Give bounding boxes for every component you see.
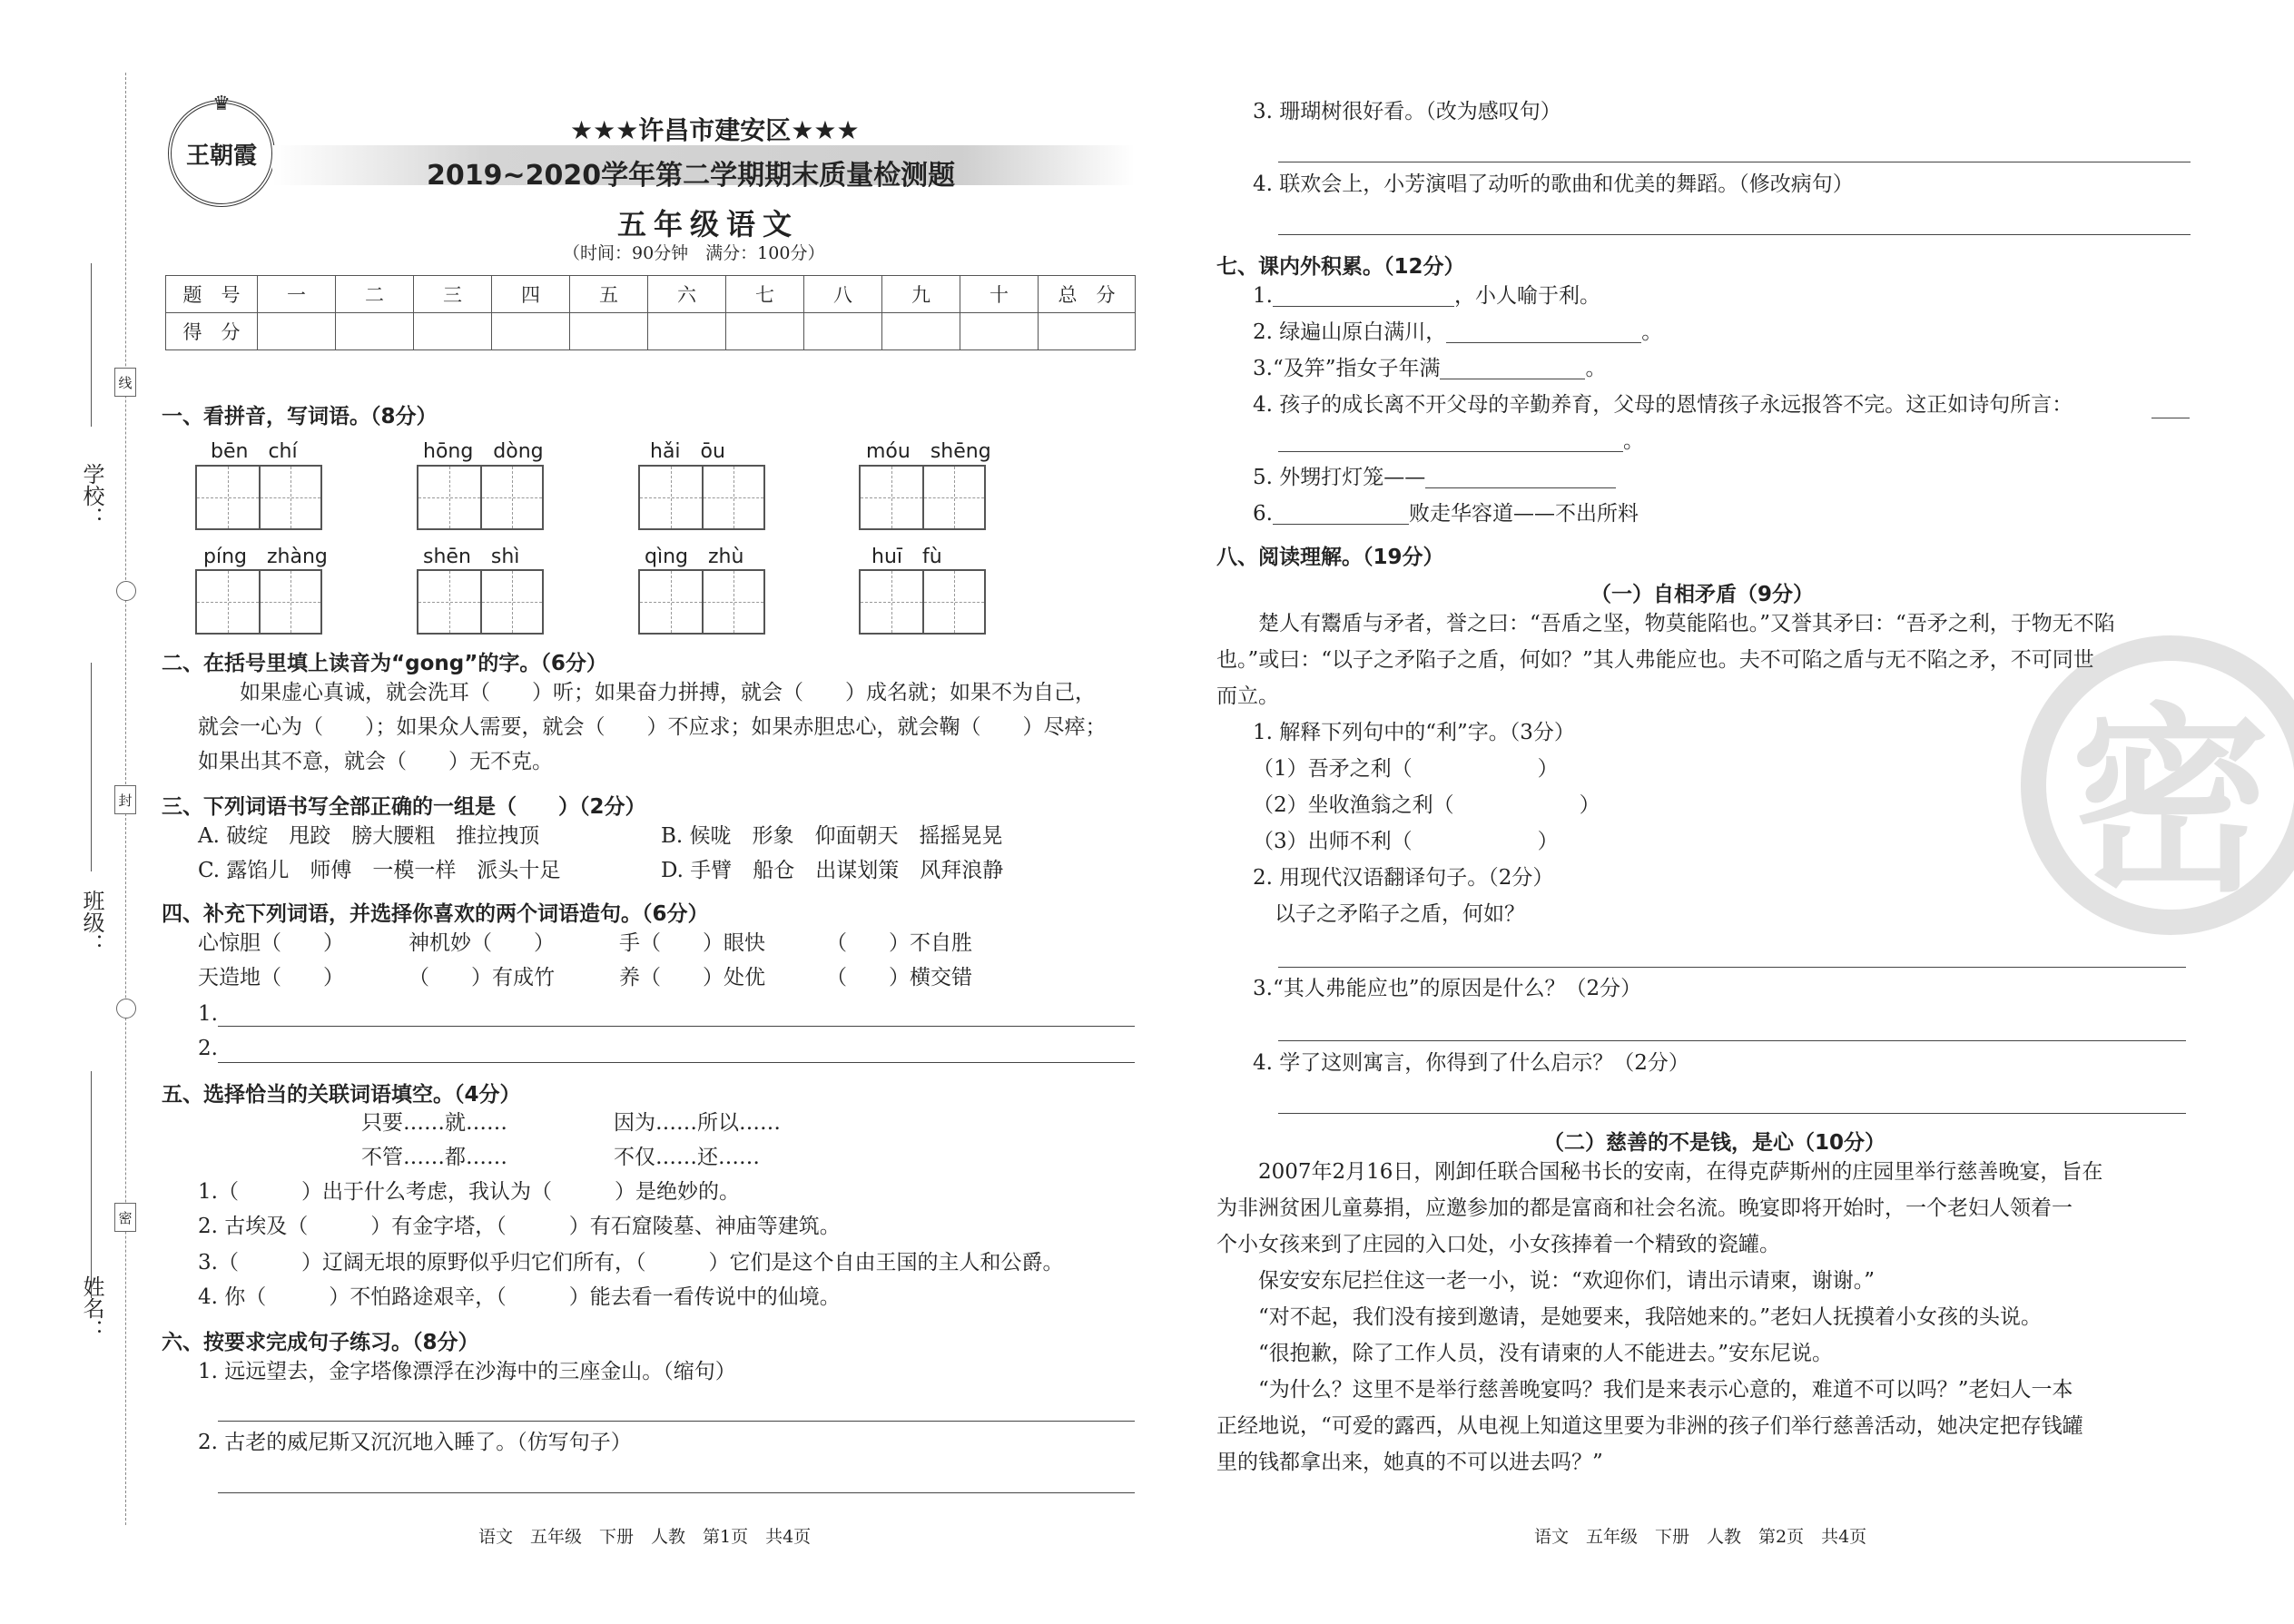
s7-blank[interactable] [1278,433,1623,452]
s7-q1 [1253,286,1600,307]
p1-question-1b: （2）坐收渔翁之利（ ） [1253,793,1600,817]
binding-mark-line: 线 [114,368,136,397]
s6-question-1: 1. 远远望去，金字塔像漂浮在沙海中的三座金山。（缩句） [198,1360,736,1383]
s7-q4-end: 。 [1623,429,1644,453]
s7-q1-text: ，小人喻于利。 [1453,284,1600,308]
s4-idiom: 心惊胆（ ） [198,931,344,955]
passage-2-line: “对不起，我们没有接到邀请，是她要来，我陪她来的。”老妇人抚摸着小女孩的头说。 [1216,1305,2043,1329]
s7-q5-text: 5. 外甥打灯笼—— [1253,466,1426,489]
s6-title: 六、按要求完成句子练习。（8分） [162,1331,479,1354]
passage-2-line: 个小女孩来到了庄园的入口处，小女孩捧着一个精致的瓷罐。 [1216,1233,1780,1256]
score-row-label: 题 号 [166,276,258,313]
s7-q3-end: 。 [1585,357,1607,380]
s5-option: 不仅……还…… [614,1146,760,1169]
subject-title: 五年级语文 [617,207,800,241]
s7-blank[interactable] [1446,324,1641,343]
s7-q3 [1253,359,1606,379]
class-field-line [91,663,92,871]
s5-title: 五、选择恰当的关联词语填空。（4分） [162,1083,521,1107]
score-cell[interactable] [570,313,648,350]
s7-title: 七、课内外积累。（12分） [1216,255,1465,279]
pinyin-label: hōng dòng [423,440,544,463]
score-col-header: 八 [804,276,882,313]
s1-title: 一、看拼音，写词语。（8分） [162,405,438,428]
s3-option-a[interactable]: A. 破绽 甩跤 膀大腰粗 推拉拽顶 [198,824,540,848]
p1-question-2-sentence: 以子之矛陷子之盾，何如？ [1275,902,1525,926]
name-field-line [91,1071,92,1298]
s4-idiom: 养（ ）处优 [619,966,765,989]
character-grid[interactable] [638,465,765,530]
score-table [165,275,1136,350]
character-grid[interactable] [859,569,986,635]
region-title: ★★★许昌市建安区★★★ [570,115,860,145]
passage-2-line: “很抱歉，除了工作人员，没有请柬的人不能进去。”安东尼说。 [1216,1342,1834,1365]
score-col-header: 三 [414,276,492,313]
score-col-header: 十 [960,276,1039,313]
s3-option-c[interactable]: C. 露馅儿 师傅 一模一样 派头十足 [198,859,561,882]
p1-question-3: 3.“其人弗能应也”的原因是什么？（2分） [1253,977,1642,1000]
s4-idiom: （ ）有成竹 [409,966,555,989]
score-cell[interactable] [726,313,804,350]
s7-blank[interactable] [1425,469,1616,488]
score-cell[interactable] [648,313,726,350]
p1-question-1: 1. 解释下列句中的“利”字。（3分） [1253,721,1575,744]
passage-2-line: 里的钱都拿出来，她真的不可以进去吗？” [1216,1451,1603,1474]
score-col-header: 五 [570,276,648,313]
s4-idiom: 天造地（ ） [198,966,344,989]
logo-crown-icon: ♛ [212,93,231,115]
p1-question-4: 4. 学了这则寓言，你得到了什么启示？（2分） [1253,1051,1689,1075]
name-label: 姓名： [79,1275,104,1341]
score-col-header: 一 [258,276,336,313]
binding-hole-icon [116,581,136,601]
s7-q6-text: 败走华容道——不出所料 [1408,502,1639,526]
score-cell[interactable] [258,313,336,350]
s6-question-2: 2. 古老的威尼斯又沉沉地入睡了。（仿写句子） [198,1431,632,1454]
s5-question-2: 2. 古埃及（ ）有金字塔，（ ）有石窟陵墓、神庙等建筑。 [198,1215,841,1238]
s3-option-d[interactable]: D. 手臂 船仓 出谋划策 风拜浪静 [661,859,1004,882]
character-grid[interactable] [859,465,986,530]
s5-question-4: 4. 你（ ）不怕路途艰辛，（ ）能去看一看传说中的仙境。 [198,1285,841,1309]
score-col-header: 六 [648,276,726,313]
passage-1-line: 也。”或曰：“以子之矛陷子之盾，何如？”其人弗能应也。夫不可陷之盾与无不陷之矛，不可同世 [1216,648,2094,672]
s7-q4: 4. 孩子的成长离不开父母的辛勤养育，父母的恩情孩子永远报答不完。这正如诗句所言： [1253,393,2073,417]
s4-line-label: 1. [198,1002,218,1026]
passage-2-title: （二）慈善的不是钱，是心（10分） [1543,1131,1886,1155]
pinyin-label: huī fù [871,546,942,568]
s7-q4-cont [1278,431,1644,452]
s4-title: 四、补充下列词语，并选择你喜欢的两个词语造句。（6分） [162,902,709,926]
watermark-text: 密 [2070,686,2270,919]
p1-answer-line[interactable] [1278,1113,2186,1114]
school-field-line [91,263,92,427]
binding-mark-seal: 封 [114,785,136,814]
p1-answer-line[interactable] [1278,1040,2186,1041]
s6-answer-line[interactable] [1278,234,2191,235]
character-grid[interactable] [638,569,765,635]
score-col-header: 四 [492,276,570,313]
s3-option-b[interactable]: B. 候咙 形象 仰面朝天 摇摇晃晃 [661,824,1003,848]
s6-answer-line[interactable] [218,1421,1135,1422]
s4-answer-line[interactable] [218,1026,1135,1027]
s5-question-1: 1.（ ）出于什么考虑，我认为（ ）是绝妙的。 [198,1180,740,1204]
s4-answer-line[interactable] [218,1062,1135,1063]
s7-blank[interactable] [1273,288,1454,307]
character-grid[interactable] [417,465,544,530]
score-cell[interactable] [1039,313,1136,350]
score-row-label: 得 分 [166,313,258,350]
s7-q5 [1253,468,1616,488]
school-label: 学校： [79,463,104,528]
score-col-header: 七 [726,276,804,313]
s7-q2-text: 2. 绿遍山原白满川， [1253,320,1447,344]
s3-title: 三、下列词语书写全部正确的一组是（ ）（2分） [162,795,646,819]
pinyin-label: qìng zhù [645,546,744,568]
watermark-secret [2021,635,2294,935]
s6-question-4: 4. 联欢会上，小芳演唱了动听的歌曲和优美的舞蹈。（修改病句） [1253,172,1854,196]
s7-blank[interactable] [1440,360,1585,379]
p1-question-1c: （3）出师不利（ ） [1253,830,1559,853]
s2-line-2: 就会一心为（ ）；如果众人需要，就会（ ）不应求；如果赤胆忠心，就会鞠（ ）尽瘁； [198,715,1107,739]
s4-idiom: （ ）不自胜 [826,931,972,955]
s2-line-1: 如果虚心真诚，就会洗耳（ ）听；如果奋力拼搏，就会（ ）成名就；如果不为自己， [198,681,1096,704]
exam-meta: （时间：90分钟 满分：100分） [563,243,825,263]
footer-right: 语文 五年级 下册 人教 第2页 共4页 [1534,1527,1867,1547]
character-grid[interactable] [195,569,322,635]
s7-q1-num: 1. [1253,284,1273,308]
s5-option: 不管……都…… [361,1146,507,1169]
s4-line-label: 2. [198,1037,218,1060]
footer-left: 语文 五年级 下册 人教 第1页 共4页 [478,1527,812,1547]
logo-seal [168,93,275,207]
passage-1-line: 而立。 [1216,684,1279,708]
s6-answer-line[interactable] [218,1492,1135,1493]
s4-idiom: 手（ ）眼快 [619,931,765,955]
score-cell[interactable] [804,313,882,350]
s2-title: 二、在括号里填上读音为“gong”的字。（6分） [162,652,607,675]
score-col-header: 二 [336,276,414,313]
s4-idiom: 神机妙（ ） [409,931,555,955]
pinyin-label: bēn chí [211,440,298,463]
score-cell[interactable] [336,313,414,350]
passage-2-line: 正经地说，“可爱的露西，从电视上知道这里要为非洲的孩子们举行慈善活动，她决定把存钱罐 [1216,1414,2083,1438]
s5-option: 因为……所以…… [614,1111,781,1135]
score-cell[interactable] [414,313,492,350]
passage-2-line: 为非洲贫困儿童募捐，应邀参加的都是富商和社会名流。晚宴即将开始时，一个老妇人领着一 [1216,1196,2072,1220]
s5-question-3: 3.（ ）辽阔无垠的原野似乎归它们所有，（ ）它们是这个自由王国的主人和公爵。 [198,1251,1064,1275]
s7-q6-num: 6. [1253,502,1273,526]
pinyin-label: hǎi ōu [650,440,725,463]
score-col-header: 九 [882,276,960,313]
passage-2-line: 2007年2月16日，刚卸任联合国秘书长的安南，在得克萨斯州的庄园里举行慈善晚宴，旨在 [1216,1160,2103,1184]
p1-answer-line[interactable] [1278,967,2186,968]
score-cell[interactable] [960,313,1039,350]
passage-1-title: （一）自相矛盾（9分） [1590,583,1815,606]
s7-q2 [1253,322,1662,343]
s7-q3-text: 3.“及笄”指女子年满 [1253,357,1441,380]
exam-title: 2019~2020学年第二学期期末质量检测题 [427,160,956,192]
s2-line-3: 如果出其不意，就会（ ）无不克。 [198,750,553,773]
pinyin-label: móu shēng [866,440,991,463]
score-cell[interactable] [882,313,960,350]
s4-idiom: （ ）横交错 [826,966,972,989]
p1-question-2: 2. 用现代汉语翻译句子。（2分） [1253,866,1554,890]
s7-q2-end: 。 [1641,320,1663,344]
binding-hole-icon [116,999,136,1019]
s7-q6 [1253,504,1639,525]
score-cell[interactable] [492,313,570,350]
score-col-header: 总 分 [1039,276,1136,313]
passage-2-line: “为什么？这里不是举行慈善晚宴吗？我们是来表示心意的，难道不可以吗？”老妇人一本 [1216,1378,2073,1402]
character-grid[interactable] [417,569,544,635]
logo-text: 王朝霞 [185,142,257,170]
pinyin-label: shēn shì [423,546,520,568]
passage-2-line: 保安安东尼拦住这一老一小，说：“欢迎你们，请出示请柬，谢谢。” [1216,1269,1876,1293]
s8-title: 八、阅读理解。（19分） [1216,546,1444,569]
passage-1-line: 楚人有鬻盾与矛者，誉之曰：“吾盾之坚，物莫能陷也。”又誉其矛曰：“吾矛之利，于物无不陷 [1216,612,2115,635]
binding-mark-secret: 密 [114,1203,136,1232]
pinyin-label: píng zhàng [203,546,328,568]
s6-question-3: 3. 珊瑚树很好看。（改为感叹句） [1253,100,1561,123]
character-grid[interactable] [195,465,322,530]
p1-question-1a: （1）吾矛之利（ ） [1253,757,1559,781]
s7-blank[interactable] [1273,506,1409,525]
class-label: 班级： [79,890,104,955]
s5-option: 只要……就…… [361,1111,507,1135]
